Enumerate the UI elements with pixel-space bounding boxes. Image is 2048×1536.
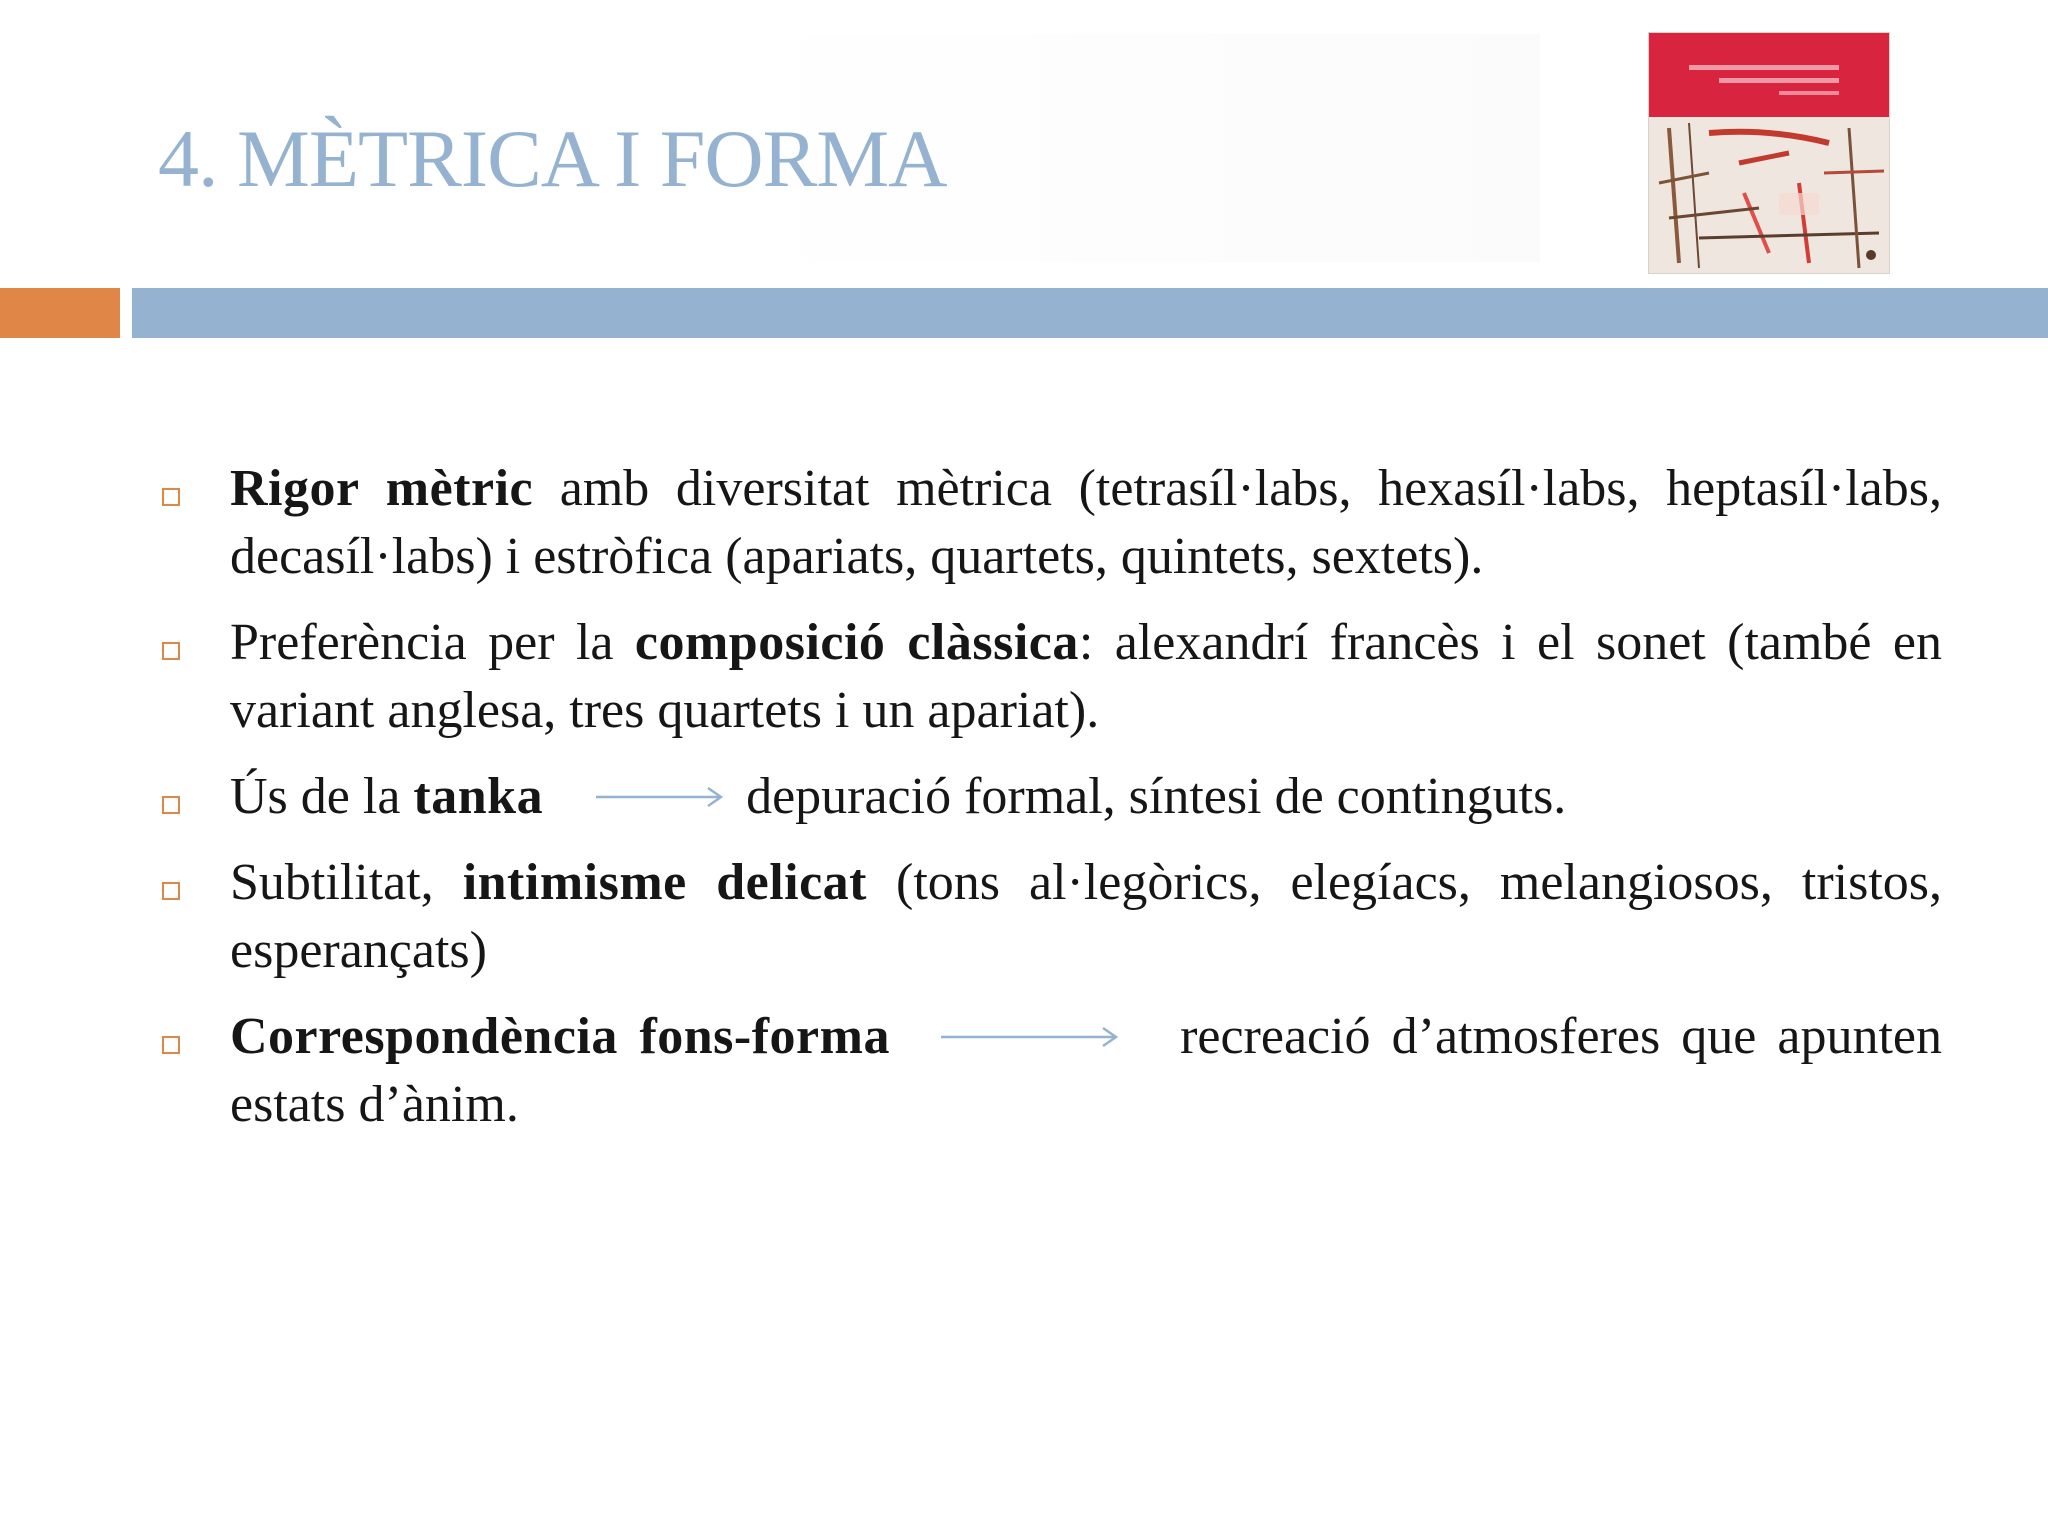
arrow-right-icon xyxy=(941,1026,1119,1048)
arrow-right-icon xyxy=(596,786,724,808)
list-item xyxy=(160,849,1942,985)
item-prefix: Ús de la xyxy=(230,768,414,825)
book-cover-image xyxy=(1648,32,1890,274)
bold-term: intimisme delicat xyxy=(462,854,868,911)
list-item xyxy=(160,763,1942,831)
list-item xyxy=(160,1003,1942,1139)
square-bullet-icon xyxy=(162,882,180,900)
square-bullet-icon xyxy=(162,1036,180,1054)
item-text: recreació d’atmosferes que apunten estats d’ànim. xyxy=(230,1008,1942,1133)
bold-term: composició clàssica xyxy=(634,614,1079,671)
bold-term: Correspondència fons-forma xyxy=(230,1008,890,1065)
bullet-list xyxy=(160,455,1942,1157)
square-bullet-icon xyxy=(162,488,180,506)
item-text: (tons al·legòrics, elegíacs, melangiosos, tristos, esperançats) xyxy=(230,854,1943,979)
bold-term: tanka xyxy=(413,768,544,825)
item-text: amb diversitat mètrica (tetrasíl·labs, hexasíl·labs, heptasíl·labs, decasíl·labs) i estròfica (apariats, quartets, quintets, sextets). xyxy=(230,460,1942,585)
slide-title: 4. MÈTRICA I FORMA xyxy=(158,113,947,204)
item-prefix: Subtilitat, xyxy=(230,854,463,911)
accent-bar-orange xyxy=(0,288,120,338)
square-bullet-icon xyxy=(162,796,180,814)
item-text: depuració formal, síntesi de continguts. xyxy=(746,768,1567,825)
item-text: : alexandrí francès i el sonet (també en variant anglesa, tres quartets i un apariat). xyxy=(230,614,1943,739)
bold-term: Rigor mètric xyxy=(230,460,534,517)
list-item xyxy=(160,455,1942,591)
accent-bar-blue xyxy=(132,288,2048,338)
square-bullet-icon xyxy=(162,642,180,660)
item-prefix: Preferència per la xyxy=(230,614,635,671)
list-item xyxy=(160,609,1942,745)
